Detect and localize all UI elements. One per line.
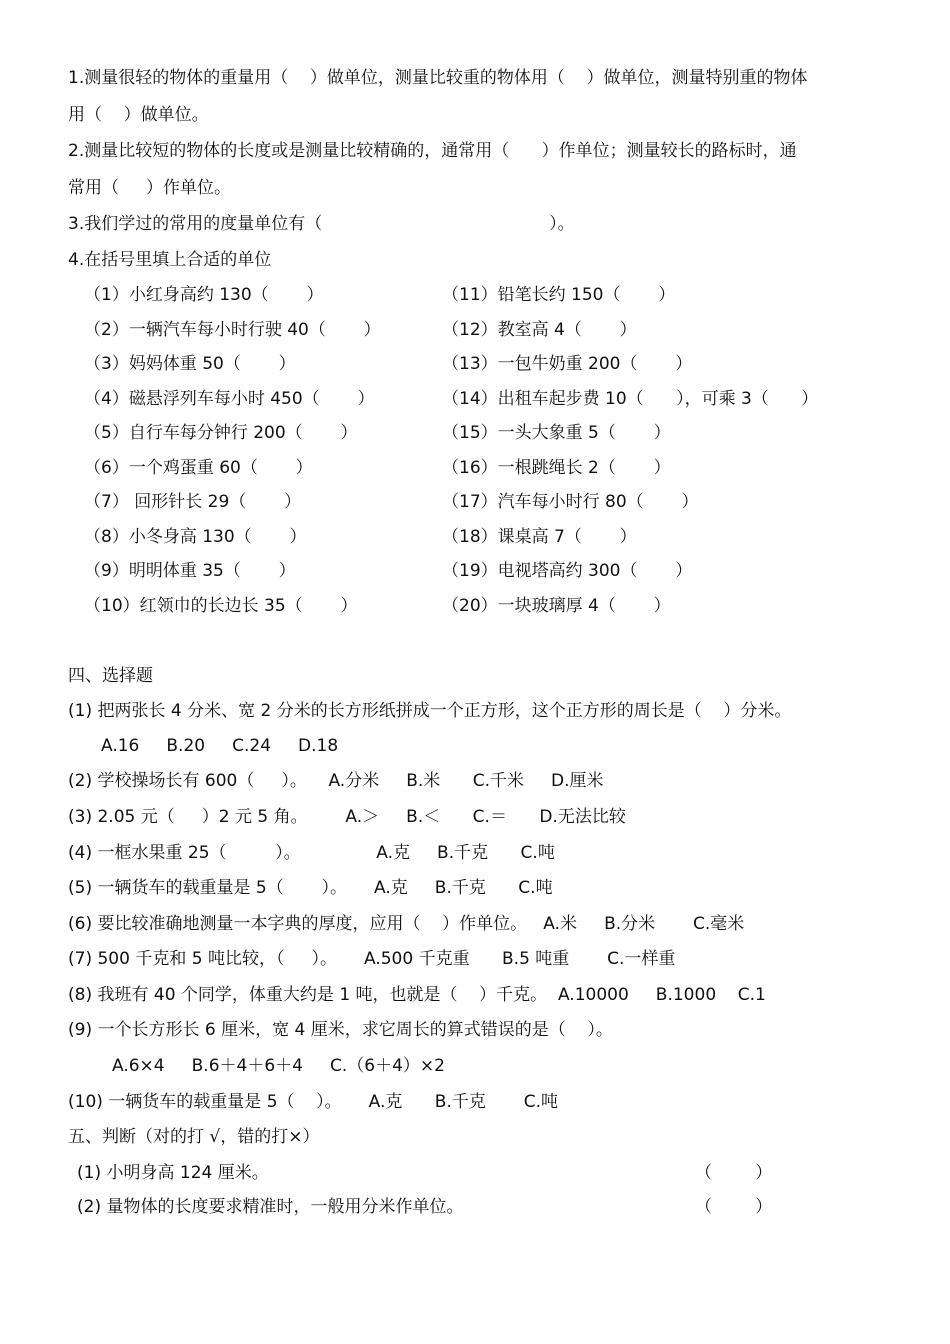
choice-q9: (9) 一个长方形长 6 厘米，宽 4 厘米，求它周长的算式错误的是（ ）。 [68, 1020, 613, 1040]
q1-line1: 1.测量很轻的物体的重量用（ ）做单位，测量比较重的物体用（ ）做单位，测量特别重的物体 [68, 68, 808, 88]
unit-item: （14）出租车起步费 10（ ），可乘 3（ ） [442, 389, 819, 409]
choice-q2: (2) 学校操场长有 600（ ）。 A.分米 B.米 C.千米 D.厘米 [68, 771, 604, 791]
choice-q6: (6) 要比较准确地测量一本字典的厚度，应用（ ）作单位。 A.米 B.分米 C.毫米 [68, 914, 745, 934]
unit-item: （19）电视塔高约 300（ ） [442, 561, 693, 581]
unit-item: （18）课桌高 7（ ） [442, 527, 637, 547]
unit-item: （9）明明体重 35（ ） [84, 561, 296, 581]
unit-item: （10）红领巾的长边长 35（ ） [84, 596, 358, 616]
unit-item: （16）一根跳绳长 2（ ） [442, 458, 671, 478]
unit-item: （6）一个鸡蛋重 60（ ） [84, 458, 313, 478]
q2-line1: 2.测量比较短的物体的长度或是测量比较精确的，通常用（ ）作单位；测量较长的路标时，通 [68, 141, 797, 161]
judge-item-2: (2) 量物体的长度要求精准时，一般用分米作单位。 [77, 1197, 464, 1217]
choice-q3: (3) 2.05 元（ ）2 元 5 角。 A.＞ B.＜ C.＝ D.无法比较 [68, 807, 626, 827]
choice-q1-options: A.16 B.20 C.24 D.18 [101, 736, 339, 756]
judge-item-2-blank: （ ） [695, 1197, 773, 1217]
judge-item-1: (1) 小明身高 124 厘米。 [77, 1163, 269, 1183]
unit-item: （15）一头大象重 5（ ） [442, 423, 671, 443]
unit-item: （17）汽车每小时行 80（ ） [442, 492, 699, 512]
unit-item: （11）铅笔长约 150（ ） [442, 285, 676, 305]
q3: 3.我们学过的常用的度量单位有（ ）。 [68, 214, 575, 234]
q2-line2: 常用（ ）作单位。 [68, 178, 232, 198]
unit-item: （13）一包牛奶重 200（ ） [442, 354, 693, 374]
unit-item: （12）教室高 4（ ） [442, 320, 637, 340]
unit-item: （3）妈妈体重 50（ ） [84, 354, 296, 374]
choice-q7: (7) 500 千克和 5 吨比较，（ ）。 A.500 千克重 B.5 吨重 C.一样重 [68, 949, 676, 969]
choice-q4: (4) 一框水果重 25（ ）。 A.克 B.千克 C.吨 [68, 843, 555, 863]
section4-heading: 四、选择题 [68, 666, 153, 686]
section5-heading: 五、判断（对的打 √，错的打×） [68, 1127, 320, 1147]
unit-item: （8）小冬身高 130（ ） [84, 527, 307, 547]
q4-title: 4.在括号里填上合适的单位 [68, 250, 272, 270]
unit-item: （5）自行车每分钟行 200（ ） [84, 423, 358, 443]
choice-q9-options: A.6×4 B.6＋4＋6＋4 C.（6＋4）×2 [112, 1056, 445, 1076]
unit-item: （4）磁悬浮列车每小时 450（ ） [84, 389, 375, 409]
unit-item: （2）一辆汽车每小时行驶 40（ ） [84, 320, 381, 340]
judge-item-1-blank: （ ） [695, 1163, 773, 1183]
q1-line2: 用（ ）做单位。 [68, 105, 209, 125]
unit-item: （1）小红身高约 130（ ） [84, 285, 324, 305]
unit-item: （7） 回形针长 29（ ） [84, 492, 302, 512]
unit-item: （20）一块玻璃厚 4（ ） [442, 596, 671, 616]
choice-q10: (10) 一辆货车的载重量是 5（ ）。 A.克 B.千克 C.吨 [68, 1092, 558, 1112]
choice-q5: (5) 一辆货车的载重量是 5（ ）。 A.克 B.千克 C.吨 [68, 878, 553, 898]
choice-q1: (1) 把两张长 4 分米、宽 2 分米的长方形纸拼成一个正方形，这个正方形的周长是（ ）分米。 [68, 701, 792, 721]
choice-q8: (8) 我班有 40 个同学，体重大约是 1 吨，也就是（ ）千克。 A.10000 B.1000 C.1 [68, 985, 766, 1005]
